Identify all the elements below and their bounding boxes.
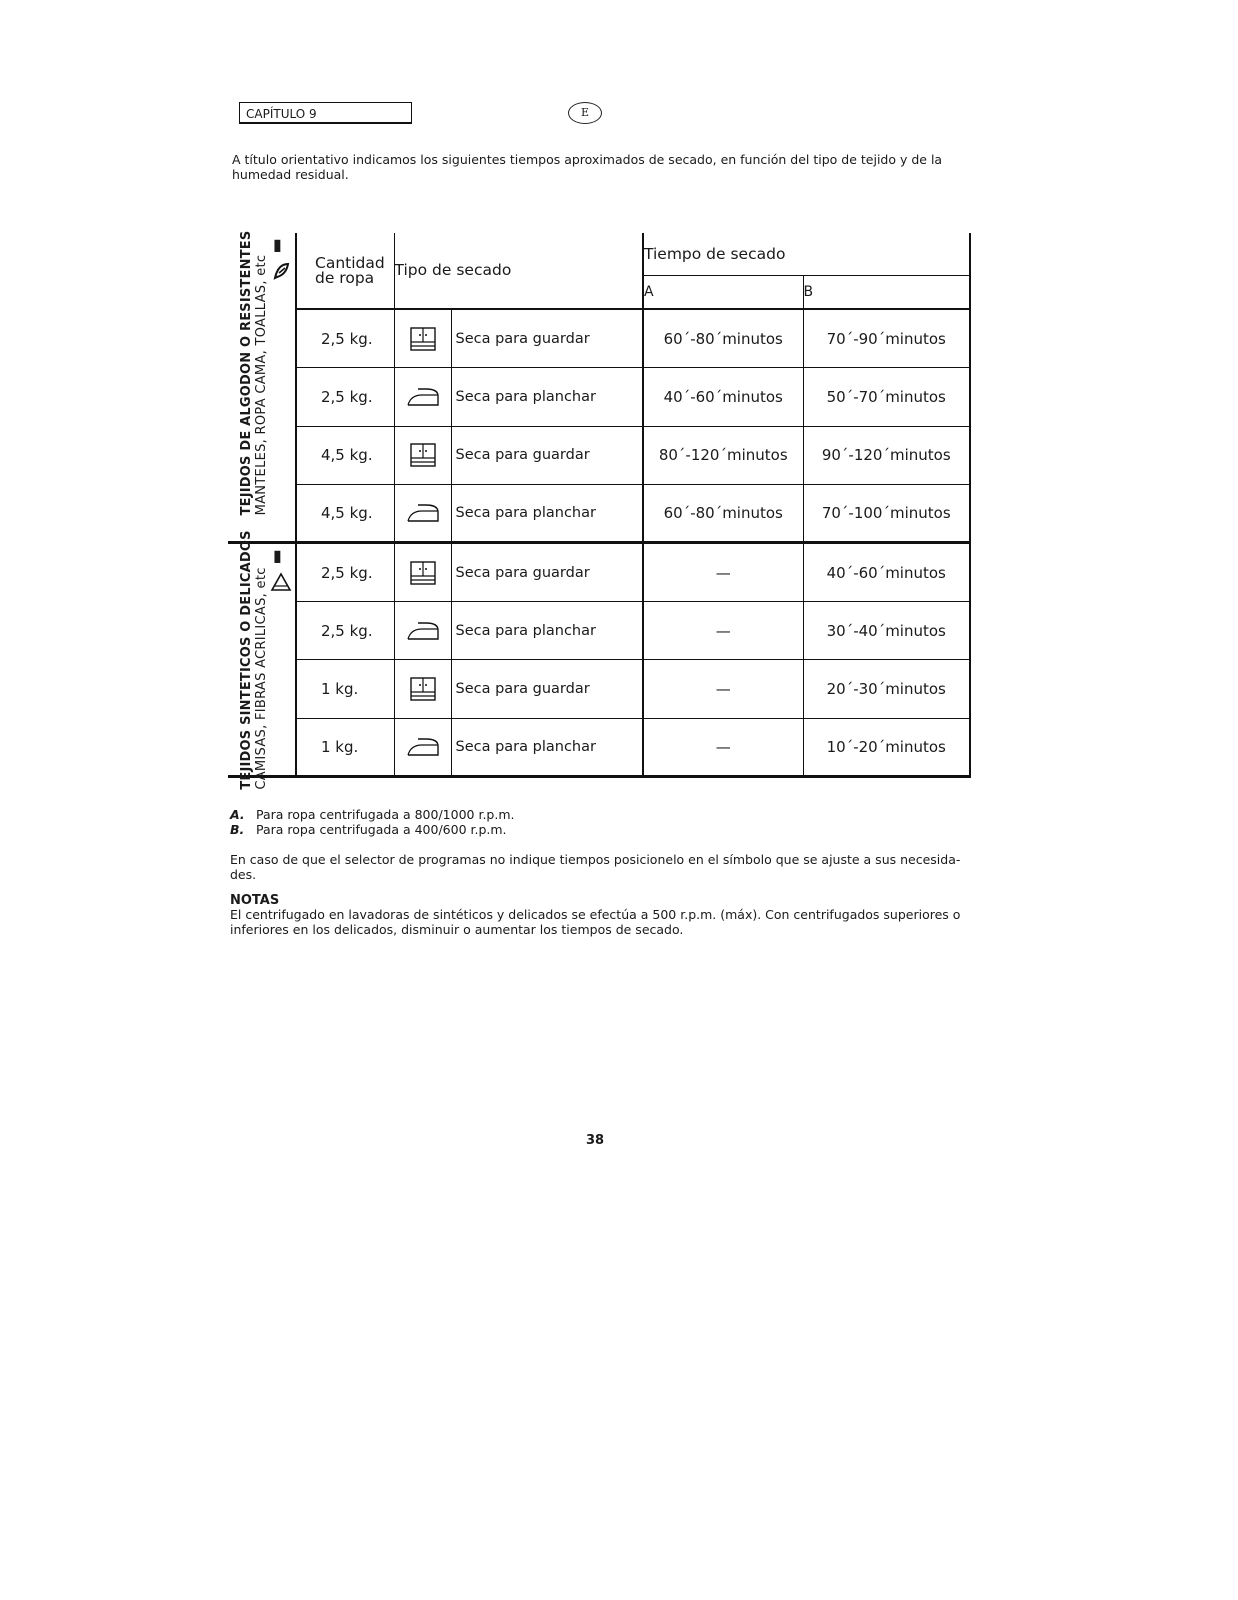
- row-quantity: 1 kg.: [296, 718, 394, 776]
- row-time-b: 70´-90´minutos: [803, 309, 970, 367]
- intro-paragraph: A título orientativo indicamos los siguientes tiempos aproximados de secado, en función del tipo de tejido y de la humedad residual.: [232, 152, 943, 182]
- cupboard-icon: [394, 309, 451, 367]
- row-time-b: 50´-70´minutos: [803, 368, 970, 426]
- header-quantity: Cantidad de ropa: [296, 233, 394, 309]
- row-time-b: 30´-40´minutos: [803, 601, 970, 659]
- row-time-a: —: [643, 601, 803, 659]
- cotton-group-label: [228, 230, 296, 543]
- footnote-a: [230, 807, 970, 822]
- drying-times-table: [228, 230, 970, 791]
- row-quantity: 2,5 kg.: [296, 368, 394, 426]
- row-program: Seca para guardar: [451, 309, 643, 367]
- row-quantity: 4,5 kg.: [296, 485, 394, 543]
- row-quantity: 2,5 kg.: [296, 601, 394, 659]
- iron-icon: [394, 718, 451, 776]
- synthetic-tag-icon: [270, 572, 292, 592]
- row-time-a: —: [643, 543, 803, 601]
- iron-icon: [394, 601, 451, 659]
- row-time-a: 60´-80´minutos: [643, 309, 803, 367]
- flag-icon: ▮: [273, 235, 282, 254]
- row-time-a: —: [643, 718, 803, 776]
- row-program: Seca para planchar: [451, 601, 643, 659]
- row-quantity: 1 kg.: [296, 660, 394, 718]
- iron-icon: [394, 368, 451, 426]
- header-col-a: A: [643, 275, 803, 309]
- row-time-a: 60´-80´minutos: [643, 485, 803, 543]
- selector-note: En caso de que el selector de programas no indique tiempos posicionelo en el símbolo que se ajuste a sus necesida-des.: [230, 852, 961, 882]
- row-program: Seca para guardar: [451, 660, 643, 718]
- page-number: 38: [585, 1133, 605, 1148]
- row-quantity: 4,5 kg.: [296, 426, 394, 484]
- footnote-text: Para ropa centrifugada a 400/600 r.p.m.: [256, 822, 507, 837]
- group-subtitle: MANTELES, ROPA CAMA, TOALLAS, etc: [254, 254, 269, 516]
- row-program: Seca para planchar: [451, 368, 643, 426]
- group-subtitle: CAMISAS, FIBRAS ACRILICAS, etc: [254, 567, 269, 791]
- notes-text: El centrifugado en lavadoras de sintéticos y delicados se efectúa a 500 r.p.m. (máx). Con centrifugados superiores o inferiores en los delicados, disminuir o aumentar los tiempos de secado.: [230, 907, 961, 937]
- flag-icon: ▮: [273, 546, 282, 566]
- row-program: Seca para planchar: [451, 485, 643, 543]
- cotton-tag-icon: [272, 261, 292, 281]
- row-time-a: 80´-120´minutos: [643, 426, 803, 484]
- row-time-b: 70´-100´minutos: [803, 485, 970, 543]
- header-time: Tiempo de secado: [643, 233, 970, 275]
- row-program: Seca para guardar: [451, 426, 643, 484]
- language-badge: E: [568, 102, 602, 124]
- notes-title: NOTAS: [230, 893, 280, 908]
- cupboard-icon: [394, 543, 451, 601]
- row-time-b: 10´-20´minutos: [803, 718, 970, 776]
- row-time-b: 40´-60´minutos: [803, 543, 970, 601]
- footnote-text: Para ropa centrifugada a 800/1000 r.p.m.: [256, 807, 515, 822]
- iron-icon: [394, 485, 451, 543]
- row-time-b: 90´-120´minutos: [803, 426, 970, 484]
- row-program: Seca para planchar: [451, 718, 643, 776]
- row-time-a: 40´-60´minutos: [643, 368, 803, 426]
- group-title: TEJIDOS DE ALGODON O RESISTENTES: [239, 230, 254, 516]
- row-time-a: —: [643, 660, 803, 718]
- synthetic-group-label: [228, 530, 296, 791]
- header-col-b: B: [803, 275, 970, 309]
- footnote-key: A.: [230, 807, 245, 822]
- group-title: TEJIDOS SINTETICOS O DELICADOS: [239, 530, 254, 791]
- row-quantity: 2,5 kg.: [296, 309, 394, 367]
- header-type: Tipo de secado: [394, 233, 643, 309]
- cupboard-icon: [394, 660, 451, 718]
- chapter-label: CAPÍTULO 9: [239, 102, 412, 124]
- footnote-key: B.: [230, 822, 245, 837]
- row-time-b: 20´-30´minutos: [803, 660, 970, 718]
- cupboard-icon: [394, 426, 451, 484]
- footnote-b: [230, 822, 970, 837]
- row-quantity: 2,5 kg.: [296, 543, 394, 601]
- row-program: Seca para guardar: [451, 543, 643, 601]
